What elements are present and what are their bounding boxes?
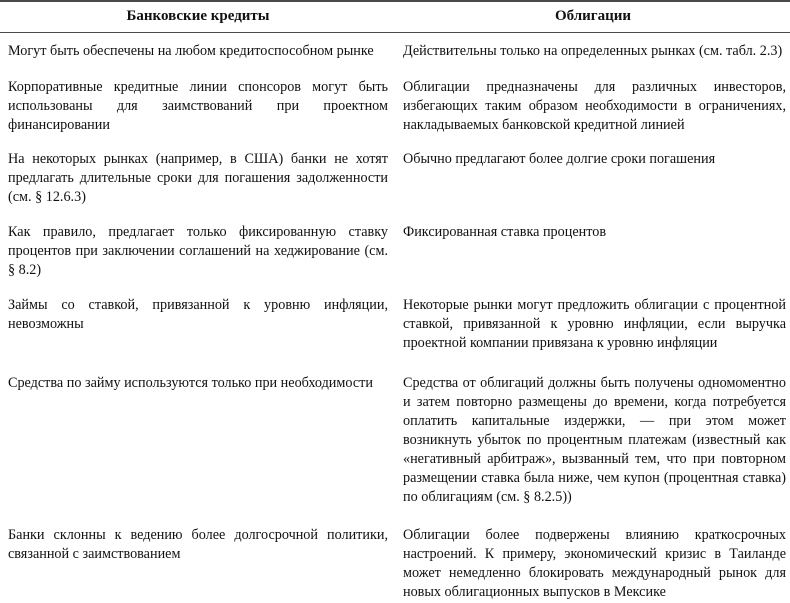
- column-header-bonds: Облигации: [554, 8, 632, 24]
- cell-bank-loans: Могут быть обеспечены на любом кредитоспособном рынке: [8, 42, 374, 59]
- table-row: [0, 32, 790, 70]
- table-row: [0, 362, 790, 516]
- table-header: [0, 1, 790, 32]
- table-row: [0, 144, 790, 216]
- table-row: [0, 70, 790, 144]
- cell-bank-loans: Займы со ставкой, привязанной к уровню инфляции, невозможны: [8, 297, 388, 333]
- cell-bonds: Облигации более подвержены влиянию краткосрочных настроений. К примеру, экономический кризис в Таиланде может немедленно блокировать международный рынок для новых облигационных выпусков в Мексике: [403, 527, 786, 601]
- table-body: [0, 32, 790, 603]
- table-row: [0, 216, 790, 289]
- cell-bonds: Средства от облигаций должны быть получены одномоментно и затем повторно размещены до времени, когда потребуется оплатить капитальные издержки, — при этом может возникнуть убыток по процентным платежам (известный как «негативный арбитраж», вызванный тем, что при повторном размещении ставка была ниже, чем купон (процентная ставка) по облигациям (см. § 8.2.5)): [403, 375, 786, 506]
- cell-bonds: Фиксированная ставка процентов: [403, 223, 607, 240]
- cell-bank-loans: Как правило, предлагает только фиксированную ставку процентов при заключении соглашений на хеджирование (см. § 8.2): [8, 223, 388, 279]
- table-row: [0, 516, 790, 603]
- table-header-row: [0, 1, 790, 32]
- cell-bank-loans: Корпоративные кредитные линии спонсоров могут быть использованы для заимствований при проектном финансировании: [8, 78, 388, 133]
- column-header-bank-loans: Банковские кредиты: [126, 8, 270, 24]
- cell-bonds: Действительны только на определенных рынках (см. табл. 2.3): [403, 42, 783, 59]
- cell-bonds: Облигации предназначены для различных инвесторов, избегающих таким образом необходимости в ограничениях, накладываемых банковской кредитной линией: [403, 78, 786, 133]
- table-row: [0, 289, 790, 362]
- cell-bank-loans: Средства по займу используются только при необходимости: [8, 375, 373, 392]
- cell-bank-loans: На некоторых рынках (например, в США) банки не хотят предлагать длительные сроки для погашения задолженности (см. § 12.6.3): [8, 150, 388, 205]
- cell-bonds: Некоторые рынки могут предложить облигации с процентной ставкой, привязанной к уровню инфляции, если выручка проектной компании привязана к уровню инфляции: [403, 297, 786, 352]
- cell-bonds: Обычно предлагают более долгие сроки погашения: [403, 150, 716, 167]
- cell-bank-loans: Банки склонны к ведению более долгосрочной политики, связанной с заимствованием: [8, 527, 388, 563]
